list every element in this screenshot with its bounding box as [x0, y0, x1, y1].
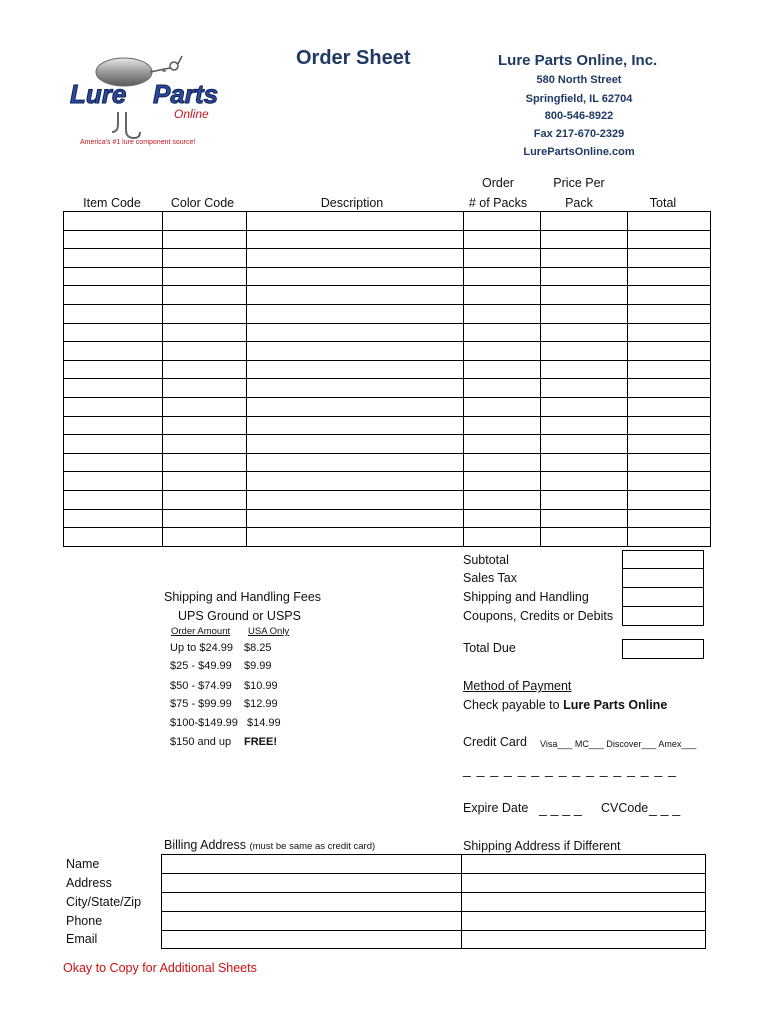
shipping-field[interactable]: [622, 587, 704, 607]
address-row: [162, 855, 706, 874]
price-cell[interactable]: [541, 416, 628, 435]
fee-amount: $10.99: [244, 680, 278, 692]
check-prefix: Check payable to: [463, 698, 560, 712]
logo-word-online: Online: [174, 107, 209, 121]
description-cell[interactable]: [247, 379, 464, 398]
total-cell[interactable]: [628, 304, 711, 323]
item-code-cell[interactable]: [64, 267, 163, 286]
shipping-address-cell[interactable]: [462, 873, 706, 892]
table-row: [64, 379, 711, 398]
price-cell[interactable]: [541, 490, 628, 509]
order-table: [63, 211, 711, 547]
price-cell[interactable]: [541, 323, 628, 342]
table-row: [64, 435, 711, 454]
total-cell[interactable]: [628, 435, 711, 454]
shipping-label: Shipping and Handling: [463, 590, 589, 604]
price-cell[interactable]: [541, 528, 628, 547]
header-order-line2: # of Packs: [468, 196, 528, 210]
packs-cell[interactable]: [464, 528, 541, 547]
table-row: [64, 212, 711, 231]
logo-word-lure: Lure: [70, 79, 127, 109]
shipping-fees-title: Shipping and Handling Fees: [164, 590, 322, 604]
packs-cell[interactable]: [464, 360, 541, 379]
expire-label: Expire Date: [463, 801, 529, 815]
packs-cell[interactable]: [464, 323, 541, 342]
header-price-line2: Pack: [565, 196, 593, 210]
logo-tagline: America's #1 lure component source!: [80, 139, 196, 146]
coupons-field[interactable]: [622, 606, 704, 626]
fee-amount: $9.99: [244, 660, 272, 672]
item-code-cell[interactable]: [64, 528, 163, 547]
description-cell[interactable]: [247, 249, 464, 268]
check-payee: Lure Parts Online: [563, 698, 668, 712]
color-code-cell[interactable]: [163, 286, 247, 305]
packs-cell[interactable]: [464, 249, 541, 268]
description-cell[interactable]: [247, 286, 464, 305]
table-row: [64, 286, 711, 305]
color-code-cell[interactable]: [163, 230, 247, 249]
description-cell[interactable]: [247, 267, 464, 286]
description-cell[interactable]: [247, 212, 464, 231]
item-code-cell[interactable]: [64, 416, 163, 435]
total-cell[interactable]: [628, 528, 711, 547]
color-code-cell[interactable]: [163, 416, 247, 435]
header-description: Description: [320, 196, 384, 210]
item-code-cell[interactable]: [64, 230, 163, 249]
total-cell[interactable]: [628, 490, 711, 509]
fees-col-usa: USA Only: [248, 626, 290, 637]
address-label: City/State/Zip: [66, 895, 142, 909]
shipping-address-cell[interactable]: [462, 911, 706, 930]
subtotal-label: Subtotal: [463, 553, 509, 567]
packs-cell[interactable]: [464, 435, 541, 454]
packs-cell[interactable]: [464, 342, 541, 361]
item-code-cell[interactable]: [64, 249, 163, 268]
price-cell[interactable]: [541, 249, 628, 268]
price-cell[interactable]: [541, 472, 628, 491]
color-code-cell[interactable]: [163, 472, 247, 491]
address-row: [162, 892, 706, 911]
billing-note: (must be same as credit card): [249, 841, 376, 852]
total-cell[interactable]: [628, 509, 711, 528]
table-row: [64, 453, 711, 472]
total-cell[interactable]: [628, 212, 711, 231]
fee-amount: $12.99: [244, 698, 278, 710]
price-cell[interactable]: [541, 435, 628, 454]
fee-range: $100-$149.99: [170, 717, 238, 729]
item-code-cell[interactable]: [64, 435, 163, 454]
fees-col-amount: Order Amount: [171, 626, 231, 637]
packs-cell[interactable]: [464, 490, 541, 509]
total-cell[interactable]: [628, 453, 711, 472]
total-cell[interactable]: [628, 249, 711, 268]
total-due-label: Total Due: [463, 641, 516, 655]
table-row: [64, 397, 711, 416]
item-code-cell[interactable]: [64, 397, 163, 416]
total-cell[interactable]: [628, 360, 711, 379]
billing-address-cell[interactable]: [162, 855, 462, 874]
total-cell[interactable]: [628, 397, 711, 416]
shipping-address-cell[interactable]: [462, 892, 706, 911]
description-cell[interactable]: [247, 435, 464, 454]
logo-word-parts: Parts: [153, 79, 219, 109]
item-code-cell[interactable]: [64, 509, 163, 528]
packs-cell[interactable]: [464, 286, 541, 305]
price-cell[interactable]: [541, 304, 628, 323]
shipping-address-cell[interactable]: [462, 855, 706, 874]
table-row: [64, 509, 711, 528]
company-phone: 800-546-8922: [544, 110, 614, 122]
total-cell[interactable]: [628, 342, 711, 361]
fee-range: $150 and up: [170, 736, 232, 748]
item-code-cell[interactable]: [64, 490, 163, 509]
fee-range: Up to $24.99: [170, 642, 233, 654]
copy-note: Okay to Copy for Additional Sheets: [63, 961, 257, 975]
cvc-field[interactable]: _ _ _: [649, 800, 681, 816]
shipping-address-title: Shipping Address if Different: [463, 839, 621, 853]
fee-amount: $14.99: [247, 717, 281, 729]
packs-cell[interactable]: [464, 453, 541, 472]
item-code-cell[interactable]: [64, 472, 163, 491]
packs-cell[interactable]: [464, 304, 541, 323]
subtotal-field[interactable]: [622, 550, 704, 569]
packs-cell[interactable]: [464, 267, 541, 286]
table-row: [64, 416, 711, 435]
table-row: [64, 304, 711, 323]
price-cell[interactable]: [541, 342, 628, 361]
address-label: Email: [66, 932, 98, 946]
item-code-cell[interactable]: [64, 342, 163, 361]
packs-cell[interactable]: [464, 212, 541, 231]
cvc-label: CVCode: [601, 801, 649, 815]
price-cell[interactable]: [541, 230, 628, 249]
color-code-cell[interactable]: [163, 249, 247, 268]
total-cell[interactable]: [628, 416, 711, 435]
expire-field[interactable]: _ _ _ _: [539, 800, 582, 816]
description-cell[interactable]: [247, 472, 464, 491]
item-code-cell[interactable]: [64, 453, 163, 472]
card-type-options[interactable]: Visa___ MC___ Discover___ Amex___: [540, 739, 697, 749]
fee-range: $25 - $49.99: [170, 660, 232, 672]
color-code-cell[interactable]: [163, 528, 247, 547]
packs-cell[interactable]: [464, 509, 541, 528]
total-cell[interactable]: [628, 472, 711, 491]
total-cell[interactable]: [628, 379, 711, 398]
coupons-label: Coupons, Credits or Debits: [463, 609, 614, 623]
description-cell[interactable]: [247, 453, 464, 472]
card-number-field[interactable]: _ _ _ _ _ _ _ _ _ _ _ _ _ _ _ _: [463, 761, 677, 777]
color-code-cell[interactable]: [163, 304, 247, 323]
item-code-cell[interactable]: [64, 286, 163, 305]
table-row: [64, 230, 711, 249]
header-total: Total: [649, 196, 677, 210]
color-code-cell[interactable]: [163, 397, 247, 416]
billing-address-cell[interactable]: [162, 911, 462, 930]
header-color-code: Color Code: [170, 196, 235, 210]
company-city: Springfield, IL 62704: [525, 93, 633, 105]
billing-address-title: [164, 838, 375, 852]
price-cell[interactable]: [541, 397, 628, 416]
description-cell[interactable]: [247, 416, 464, 435]
total-cell[interactable]: [628, 286, 711, 305]
credit-card-label: Credit Card: [463, 735, 527, 749]
color-code-cell[interactable]: [163, 323, 247, 342]
total-due-field[interactable]: [622, 639, 704, 659]
company-website: LurePartsOnline.com: [523, 146, 635, 158]
billing-address-cell[interactable]: [162, 930, 462, 949]
packs-cell[interactable]: [464, 379, 541, 398]
description-cell[interactable]: [247, 342, 464, 361]
packs-cell[interactable]: [464, 472, 541, 491]
billing-address-cell[interactable]: [162, 892, 462, 911]
sales-tax-label: Sales Tax: [463, 571, 517, 585]
packs-cell[interactable]: [464, 230, 541, 249]
price-cell[interactable]: [541, 379, 628, 398]
packs-cell[interactable]: [464, 397, 541, 416]
address-label: Phone: [66, 914, 103, 928]
total-cell[interactable]: [628, 230, 711, 249]
color-code-cell[interactable]: [163, 509, 247, 528]
color-code-cell[interactable]: [163, 342, 247, 361]
address-label: Address: [66, 876, 112, 890]
item-code-cell[interactable]: [64, 360, 163, 379]
table-row: [64, 490, 711, 509]
table-row: [64, 323, 711, 342]
description-cell[interactable]: [247, 230, 464, 249]
table-row: [64, 249, 711, 268]
total-cell[interactable]: [628, 323, 711, 342]
address-table: [161, 854, 706, 949]
description-cell[interactable]: [247, 323, 464, 342]
fee-amount: FREE!: [244, 736, 277, 748]
sales-tax-field[interactable]: [622, 568, 704, 588]
header-order-line1: Order: [482, 176, 514, 190]
price-cell[interactable]: [541, 360, 628, 379]
total-cell[interactable]: [628, 267, 711, 286]
item-code-cell[interactable]: [64, 304, 163, 323]
color-code-cell[interactable]: [163, 212, 247, 231]
description-cell[interactable]: [247, 360, 464, 379]
description-cell[interactable]: [247, 397, 464, 416]
address-row: [162, 911, 706, 930]
billing-title: Billing Address: [164, 838, 246, 852]
price-cell[interactable]: [541, 509, 628, 528]
color-code-cell[interactable]: [163, 360, 247, 379]
color-code-cell[interactable]: [163, 490, 247, 509]
table-row: [64, 472, 711, 491]
shipping-address-cell[interactable]: [462, 930, 706, 949]
item-code-cell[interactable]: [64, 212, 163, 231]
shipping-carrier: UPS Ground or USPS: [178, 609, 301, 623]
price-cell[interactable]: [541, 267, 628, 286]
color-code-cell[interactable]: [163, 379, 247, 398]
payment-method-title: Method of Payment: [463, 679, 572, 693]
color-code-cell[interactable]: [163, 435, 247, 454]
color-code-cell[interactable]: [163, 267, 247, 286]
price-cell[interactable]: [541, 286, 628, 305]
fee-range: $50 - $74.99: [170, 680, 232, 692]
fee-range: $75 - $99.99: [170, 698, 232, 710]
description-cell[interactable]: [247, 490, 464, 509]
description-cell[interactable]: [247, 304, 464, 323]
item-code-cell[interactable]: [64, 379, 163, 398]
address-label: Name: [66, 857, 100, 871]
packs-cell[interactable]: [464, 416, 541, 435]
company-street: 580 North Street: [536, 74, 622, 86]
billing-address-cell[interactable]: [162, 873, 462, 892]
table-row: [64, 342, 711, 361]
address-row: [162, 930, 706, 949]
description-cell[interactable]: [247, 528, 464, 547]
company-fax: Fax 217-670-2329: [533, 128, 625, 140]
color-code-cell[interactable]: [163, 453, 247, 472]
item-code-cell[interactable]: [64, 323, 163, 342]
table-row: [64, 360, 711, 379]
price-cell[interactable]: [541, 212, 628, 231]
page-title: Order Sheet: [296, 47, 411, 69]
header-item-code: Item Code: [83, 196, 141, 210]
price-cell[interactable]: [541, 453, 628, 472]
company-name: Lure Parts Online, Inc.: [498, 52, 658, 69]
check-payable-label: [463, 698, 667, 712]
table-row: [64, 528, 711, 547]
table-row: [64, 267, 711, 286]
fee-amount: $8.25: [244, 642, 272, 654]
header-price-line1: Price Per: [553, 176, 605, 190]
description-cell[interactable]: [247, 509, 464, 528]
address-row: [162, 873, 706, 892]
